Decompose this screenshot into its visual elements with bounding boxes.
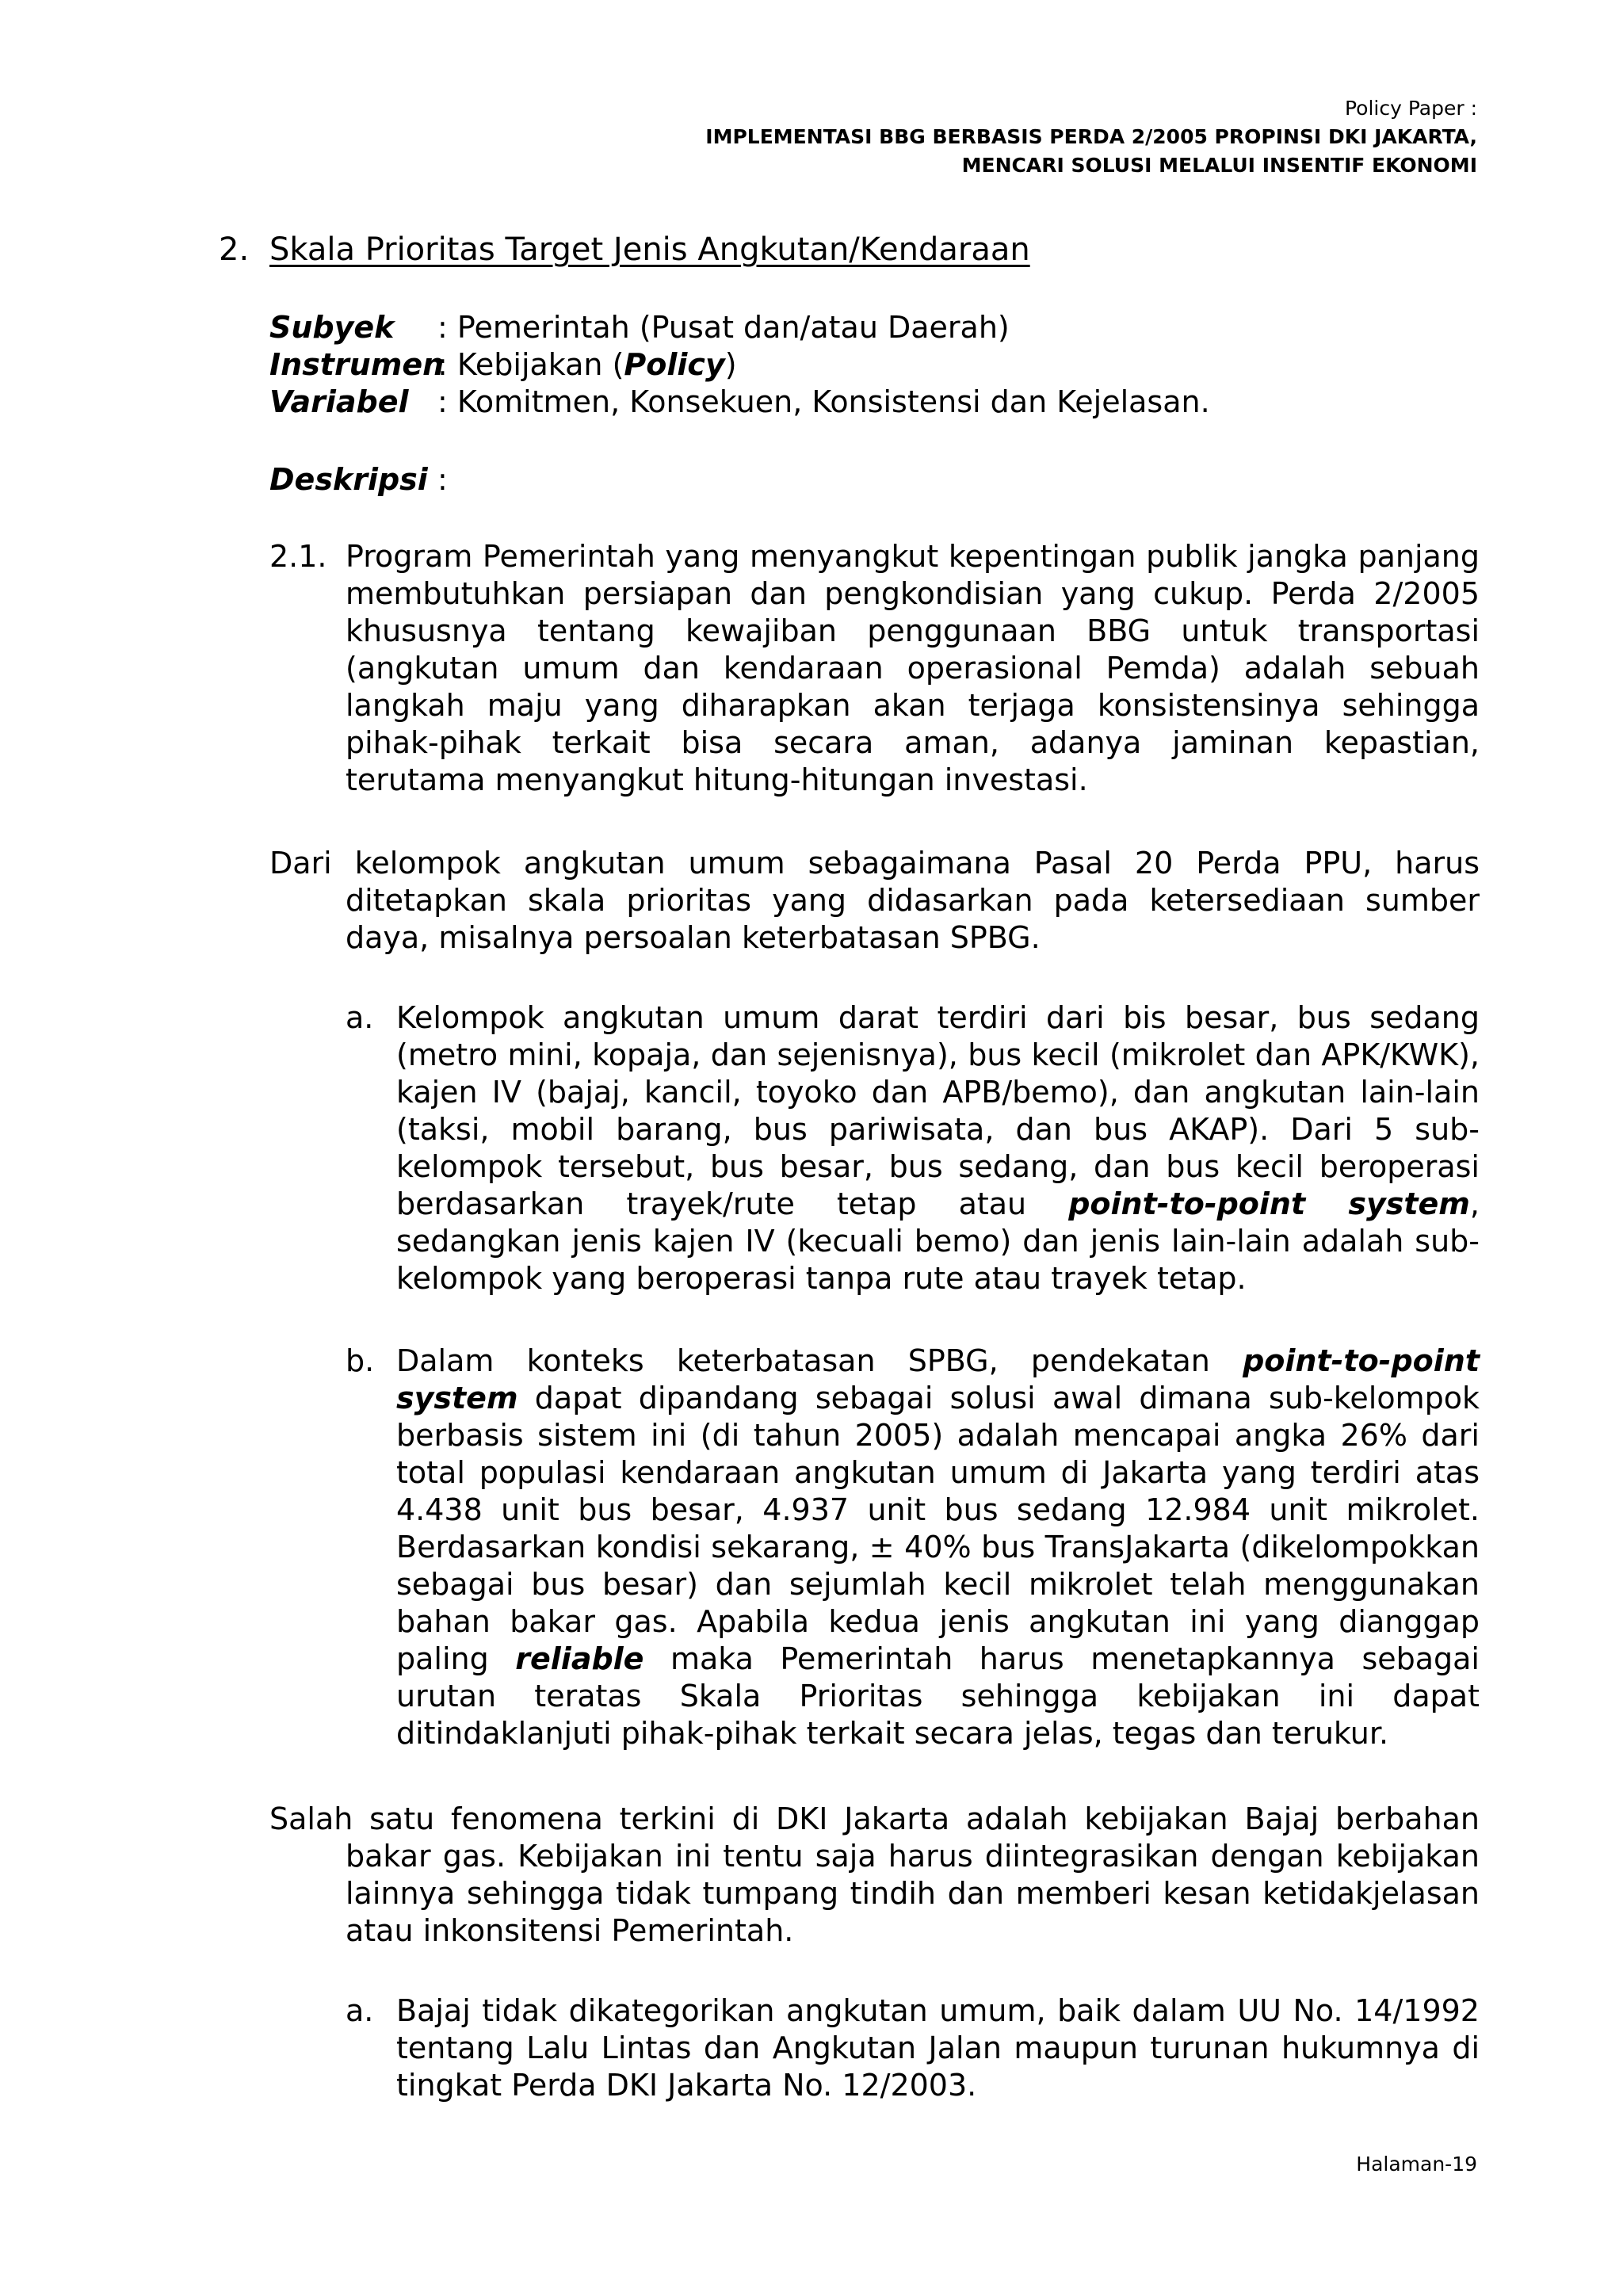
- section-heading: [219, 230, 1030, 269]
- list-item-a-label: a.: [346, 1000, 374, 1035]
- list-item-b-konteks: [346, 1343, 1480, 1752]
- paragraph-salah-satu: Salah satu fenomena terkini di DKI Jakarta adalah kebijakan Bajaj berbahan bakar gas. Kebijakan ini tentu saja harus diintegrasikan dengan kebijakan lainnya sehingga tidak tumpang tindih dan memberi kesan ketidakjelasan atau inkonsitensi Pemerintah.: [269, 1801, 1480, 1948]
- instrumen-label: Instrumen: [269, 347, 445, 382]
- list-item-a-bajaj: [346, 1992, 1480, 2104]
- header-title-line2: MENCARI SOLUSI MELALUI INSENTIF EKONOMI: [961, 154, 1477, 177]
- subyek-label: Subyek: [269, 310, 395, 345]
- meta-deskripsi: [269, 460, 448, 499]
- list-item-b-text-2: dapat dipandang sebagai solusi awal dimana sub-kelompok berbasis sistem ini (di tahun 2005) adalah mencapai angka 26% dari total populasi kendaraan angkutan umum di Jakarta yang terdiri atas 4.438 unit bus besar, 4.937 unit bus sedang 12.984 unit mikrolet. Berdasarkan kondisi sekarang, ± 40% bus TransJakarta (dikelompokkan sebagai bus besar) dan sejumlah kecil mikrolet telah menggunakan bahan bakar gas. Apabila kedua jenis angkutan ini yang dianggap paling: [396, 1381, 1480, 1676]
- subyek-value: : Pemerintah (Pusat dan/atau Daerah): [437, 310, 1010, 345]
- list-item-b-em-1: point-to-point system: [396, 1343, 1480, 1415]
- list-item-b-em-2: reliable: [515, 1641, 644, 1676]
- paragraph-2-1: [269, 538, 1480, 799]
- instrumen-value-post: ): [724, 347, 737, 382]
- list-item-a-text-1: Kelompok angkutan umum darat terdiri dari bis besar, bus sedang (metro mini, kopaja, dan sejenisnya), bus kecil (mikrolet dan APK/KWK), kajen IV (bajaj, kancil, toyoko dan APB/bemo), dan angkutan lain-lain (taksi, mobil barang, bus pariwisata, dan bus AKAP). Dari 5 sub-kelompok tersebut, bus besar, bus sedang, dan bus kecil beroperasi berdasarkan trayek/rute tetap atau: [396, 1000, 1480, 1221]
- list-item-b-text-1: Dalam konteks keterbatasan SPBG, pendekatan: [396, 1343, 1243, 1378]
- page-number: Halaman-19: [1356, 2153, 1477, 2176]
- deskripsi-colon: :: [437, 462, 448, 497]
- header-title-line1: IMPLEMENTASI BBG BERBASIS PERDA 2/2005 PROPINSI DKI JAKARTA,: [705, 125, 1477, 148]
- paragraph-2-1-text: Program Pemerintah yang menyangkut kepentingan publik jangka panjang membutuhkan persiapan dan pengkondisian yang cukup. Perda 2/2005 khususnya tentang kewajiban penggunaan BBG untuk transportasi (angkutan umum dan kendaraan operasional Pemda) adalah sebuah langkah maju yang diharapkan akan terjaga konsistensinya sehingga pihak-pihak terkait bisa secara aman, adanya jaminan kepastian, terutama menyangkut hitung-hitungan investasi.: [346, 539, 1480, 797]
- variabel-value: : Komitmen, Konsekuen, Konsistensi dan Kejelasan.: [437, 384, 1210, 419]
- section-title: Skala Prioritas Target Jenis Angkutan/Kendaraan: [269, 231, 1030, 268]
- paragraph-2-1-number: 2.1.: [269, 539, 327, 574]
- section-number: 2.: [219, 231, 250, 268]
- list-item-a2-label: a.: [346, 1993, 374, 2028]
- list-item-a2-text: Bajaj tidak dikategorikan angkutan umum, baik dalam UU No. 14/1992 tentang Lalu Lintas dan Angkutan Jalan maupun turunan hukumnya di tingkat Perda DKI Jakarta No. 12/2003.: [396, 1993, 1480, 2103]
- deskripsi-label: Deskripsi: [269, 462, 428, 497]
- paragraph-dari: Dari kelompok angkutan umum sebagaimana Pasal 20 Perda PPU, harus ditetapkan skala prioritas yang didasarkan pada ketersediaan sumber daya, misalnya persoalan keterbatasan SPBG.: [269, 846, 1480, 955]
- instrumen-value-em: Policy: [624, 347, 725, 382]
- header-paper-label: Policy Paper :: [1344, 97, 1477, 120]
- list-item-b-label: b.: [346, 1343, 375, 1378]
- meta-instrumen: [269, 346, 737, 384]
- list-item-b-text-3: maka Pemerintah harus menetapkannya sebagai urutan teratas Skala Prioritas sehingga kebijakan ini dapat ditindaklanjuti pihak-pihak terkait secara jelas, tegas dan terukur.: [396, 1641, 1480, 1751]
- meta-subyek: [269, 308, 1010, 346]
- list-item-a-text-2: , sedangkan jenis kajen IV (kecuali bemo) dan jenis lain-lain adalah sub-kelompok yang beroperasi tanpa rute atau trayek tetap.: [396, 1186, 1480, 1296]
- list-item-a-em: point-to-point system: [1068, 1186, 1470, 1221]
- list-item-a-kelompok: [346, 999, 1480, 1297]
- variabel-label: Variabel: [269, 384, 409, 419]
- instrumen-value-pre: : Kebijakan (: [437, 347, 624, 382]
- meta-variabel: [269, 383, 1210, 421]
